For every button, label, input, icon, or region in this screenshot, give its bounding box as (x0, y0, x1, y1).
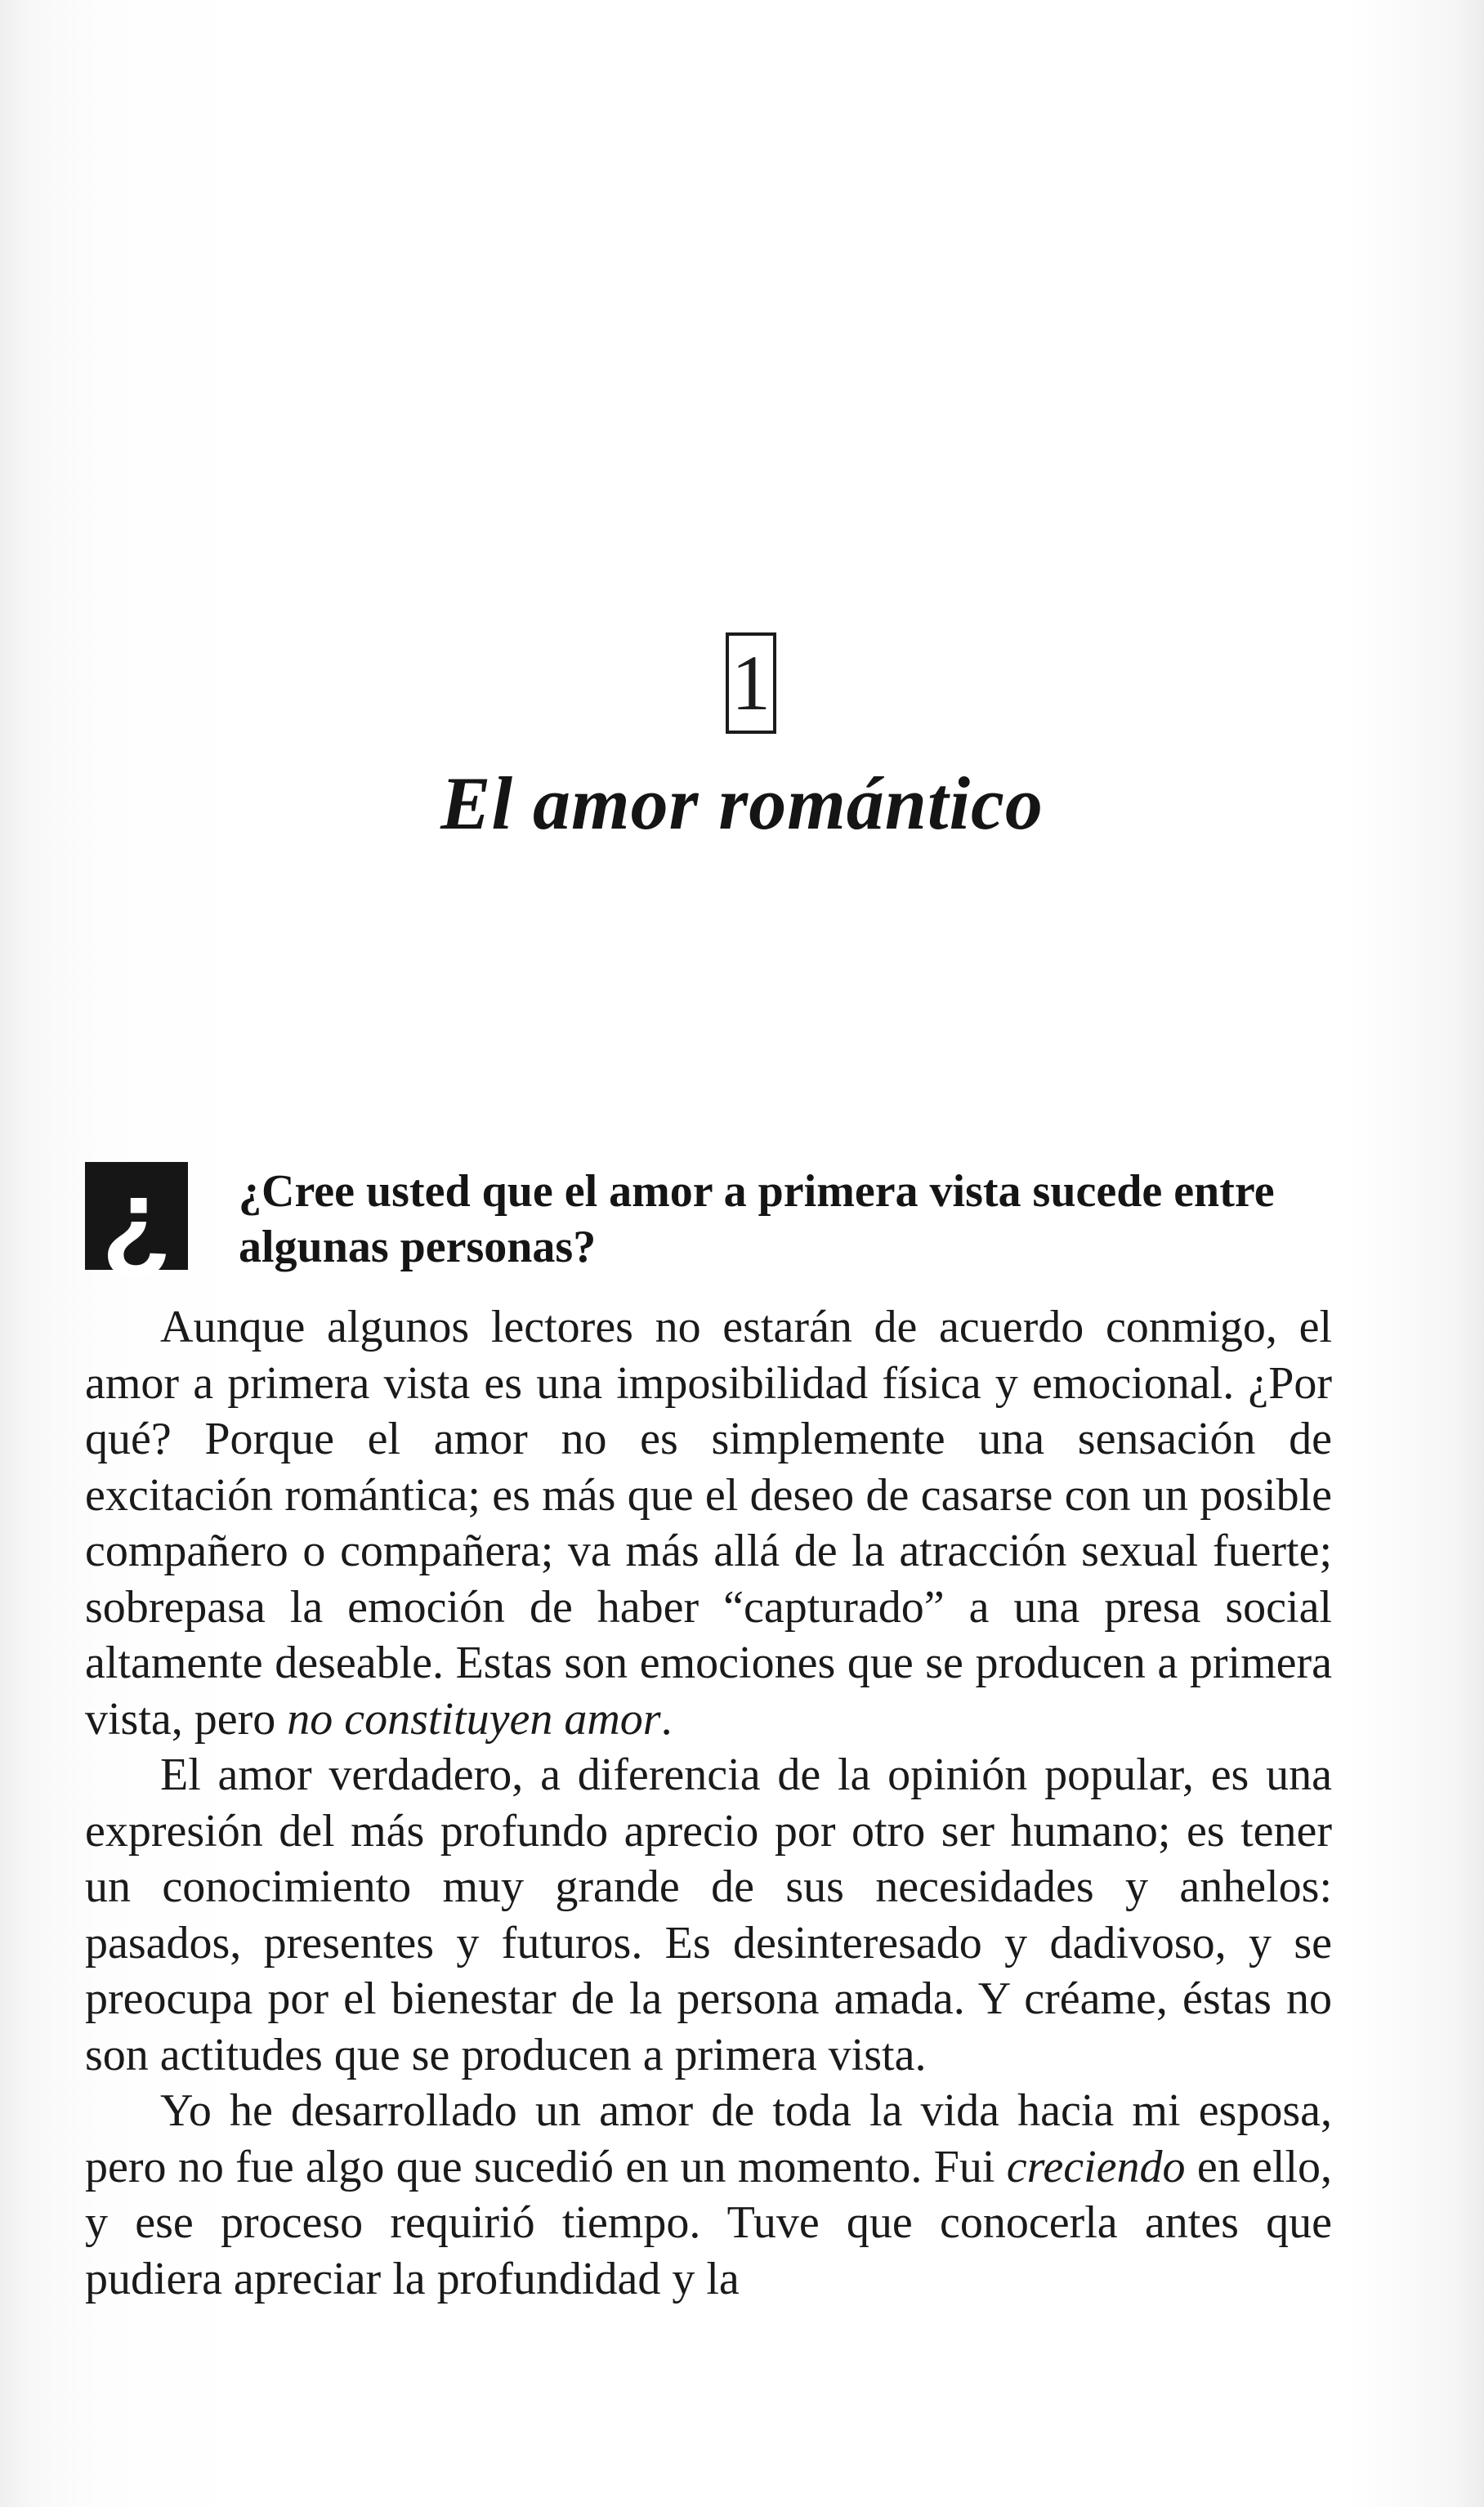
body-text (85, 1299, 1332, 2307)
text-run: El amor verdadero, a diferencia de la opinión popular, es una expresión del más profundo aprecio por otro ser humano; es tener un conocimiento muy grande de sus necesidades y anhelos: pasados, presentes y futuros. Es desinteresado y dadivoso, y se preocupa por el bienestar de la persona amada. Y créame, éstas no son actitudes que se producen a primera vista. (85, 1750, 1332, 2080)
paragraph (85, 2083, 1332, 2307)
paragraph (85, 1299, 1332, 1747)
text-run-italic: no constituyen amor (287, 1693, 661, 1745)
bleed-through-shadow (90, 123, 1365, 613)
chapter-number: 1 (731, 639, 771, 726)
chapter-title: El amor romántico (440, 762, 1044, 845)
text-run: . (660, 1693, 673, 1745)
text-run: Aunque algunos lectores no estarán de acuerdo conmigo, el amor a primera vista es una imposibilidad física y emocional. ¿Por qué? Porque el amor no es simplemente una sensación de excitación romántica; es más que el deseo de casarse con un posible compañero o compañera; va más allá de la atracción sexual fuerte; sobrepasa la emoción de haber “capturado” a una presa social altamente deseable. Estas son emociones que se producen a primera vista, pero (85, 1302, 1332, 1745)
paragraph (85, 1747, 1332, 2083)
icon-glyph: ¿ (101, 1155, 172, 1283)
text-run: en ello, y ese proceso requirió tiempo. Tuve que conocerla antes que pudiera apreciar la profundidad y la (85, 2141, 1332, 2304)
text-run-italic: creciendo (1006, 2141, 1186, 2192)
inverted-question-mark-icon (85, 1155, 188, 1283)
text-run: Yo he desarrollado un amor de toda la vida hacia mi esposa, pero no fue algo que sucedió en un momento. Fui (85, 2085, 1332, 2192)
chapter-number-box (726, 632, 776, 734)
question-heading: ¿Cree usted que el amor a primera vista sucede entre algunas personas? (239, 1166, 1275, 1272)
